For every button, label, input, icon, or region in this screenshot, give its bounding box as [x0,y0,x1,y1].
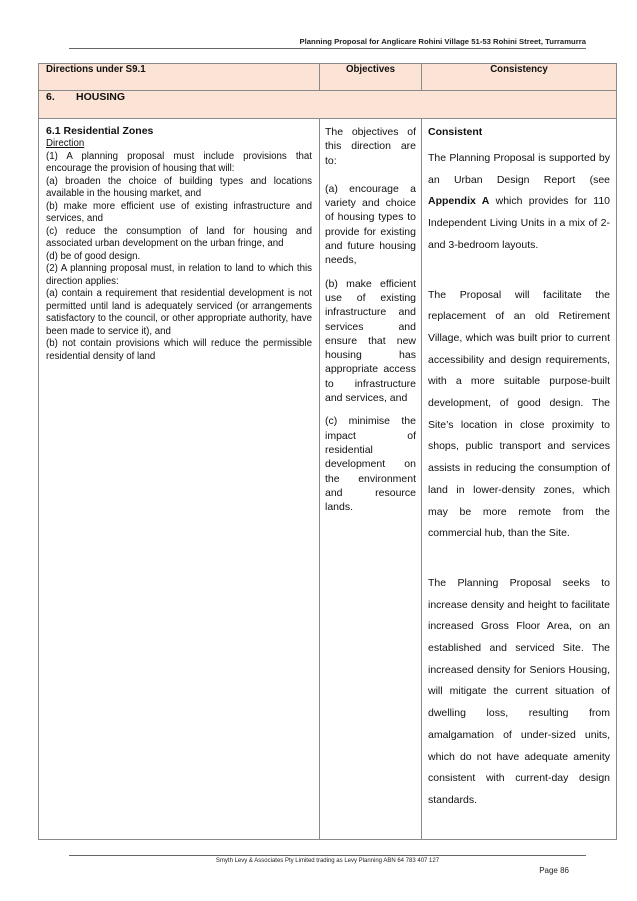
objective-item: (a) encourage a variety and choice of housing types to provide for existing and future housing needs, [325,182,416,267]
consistency-cell [422,119,617,840]
direction-label: Direction [46,138,85,149]
objectives-cell [320,119,422,840]
table-row [39,119,617,840]
section-title: HOUSING [76,91,126,103]
consistency-paragraph: The Planning Proposal is supported by an Urban Design Report (see Appendix A which provides for 110 Independent Living Units in a mix of 2- and 3-bedroom layouts. [428,152,610,251]
column-header-objectives: Objectives [320,64,422,91]
header-divider [69,48,586,49]
direction-line: (1) A planning proposal must include provisions that encourage the provision of housing that will: [46,150,312,174]
section-heading [39,91,617,119]
direction-title: 6.1 Residential Zones [46,125,154,137]
direction-line: (a) contain a requirement that residential development is not permitted until land is adequately serviced (or arrangements satisfactory to the council, or other appropriate authority, have been made to service it), and [46,288,312,337]
consistency-status: Consistent [428,126,483,138]
direction-line: (2) A planning proposal must, in relation to land to which this direction applies: [46,263,312,287]
footer-divider [69,855,586,856]
direction-line: (d) be of good design. [46,250,141,262]
objective-item: (c) minimise the impact of residential development on the environment and resource lands. [325,415,416,514]
footer-company: Smyth Levy & Associates Pty Limited trading as Levy Planning ABN 64 783 407 127 [215,858,440,864]
direction-cell [39,119,320,840]
s91-directions-table [38,63,617,840]
consistency-paragraph: The Planning Proposal seeks to increase density and height to facilitate increased Gross Floor Area, on an established and serviced Site. The increased density for Seniors Housing, will mitigate the current situation of dwelling loss, resulting from amalgamation of under-sized units, which do not have adequate amenity consistent with current-day design standards. [428,576,610,806]
objectives-intro: The objectives of this direction are to: [325,126,416,167]
section-number: 6. [46,91,55,103]
consistency-paragraph: The Proposal will facilitate the replacement of an old Retirement Village, which was built prior to current accessibility and design requirements, with a more suitable purpose-built development, of good design. The Site’s location in close proximity to shops, public transport and services assists in reducing the consumption of land in lower-density zones, which may be more remote from the commercial hub, than the Site. [428,288,610,540]
section-row [39,91,617,119]
direction-line: (a) broaden the choice of building types and locations available in the housing market, and [46,175,312,199]
direction-line: (c) reduce the consumption of land for housing and associated urban development on the urban fringe, and [46,225,312,249]
column-header-consistency: Consistency [422,64,617,91]
appendix-reference: Appendix A [428,195,490,208]
page-number: Page 86 [539,866,569,875]
running-header: Planning Proposal for Anglicare Rohini Village 51-53 Rohini Street, Turramurra [299,37,586,46]
column-header-directions: Directions under S9.1 [39,64,320,91]
table-header-row [39,64,617,91]
direction-line: (b) not contain provisions which will reduce the permissible residential density of land [46,338,312,362]
objective-item: (b) make efficient use of existing infrastructure and services and ensure that new housing has appropriate access to infrastructure and services, and [325,277,416,405]
direction-line: (b) make more efficient use of existing infrastructure and services, and [46,200,312,224]
